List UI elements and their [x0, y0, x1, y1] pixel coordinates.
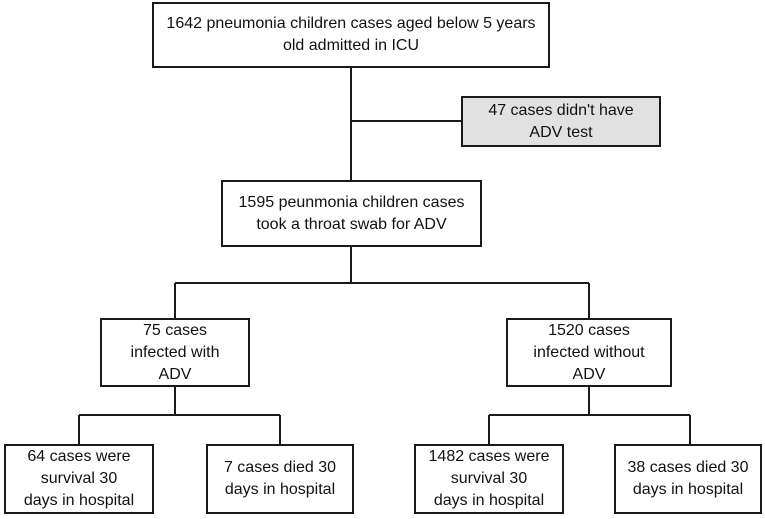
- pos-died-box: [206, 444, 354, 514]
- pos-survived-line-1: 64 cases were: [27, 448, 131, 465]
- neg-survived-line-3: days in hospital: [433, 492, 545, 509]
- tested-box: [221, 180, 482, 247]
- pos-survived-line-3: days in hospital: [23, 492, 135, 509]
- excluded-line-2: ADV test: [529, 123, 593, 141]
- tested-line-1: 1595 peunmonia children cases: [238, 193, 465, 211]
- admitted-line-1: 1642 pneumonia children cases aged below 5 years: [166, 15, 536, 32]
- adv-positive-line-3: ADV: [158, 365, 192, 383]
- tested-line-2: took a throat swab for ADV: [256, 215, 447, 233]
- neg-died-box: [614, 444, 762, 514]
- adv-positive-line-2: infected with: [130, 343, 220, 361]
- admitted-box: [152, 2, 550, 68]
- neg-survived-line-2: survival 30: [450, 470, 528, 487]
- adv-negative-line-2: infected without: [533, 343, 645, 361]
- pos-died-line-2: days in hospital: [224, 481, 336, 498]
- excluded-line-1: 47 cases didn't have: [488, 101, 634, 119]
- adv-negative-line-3: ADV: [572, 365, 606, 383]
- admitted-line-2: old admitted in ICU: [282, 37, 420, 54]
- adv-positive-line-1: 75 cases: [142, 321, 208, 339]
- adv-negative-line-1: 1520 cases: [548, 321, 630, 339]
- pos-died-line-1: 7 cases died 30: [223, 459, 337, 476]
- pos-survived-line-2: survival 30: [40, 470, 118, 487]
- adv-positive-box: [100, 318, 250, 387]
- neg-survived-line-1: 1482 cases were: [428, 448, 550, 465]
- pos-survived-box: [4, 444, 154, 514]
- neg-survived-box: [414, 444, 564, 514]
- neg-died-line-1: 38 cases died 30: [627, 459, 749, 476]
- excluded-box: [461, 96, 661, 147]
- adv-negative-box: [506, 318, 672, 387]
- neg-died-line-2: days in hospital: [632, 481, 744, 498]
